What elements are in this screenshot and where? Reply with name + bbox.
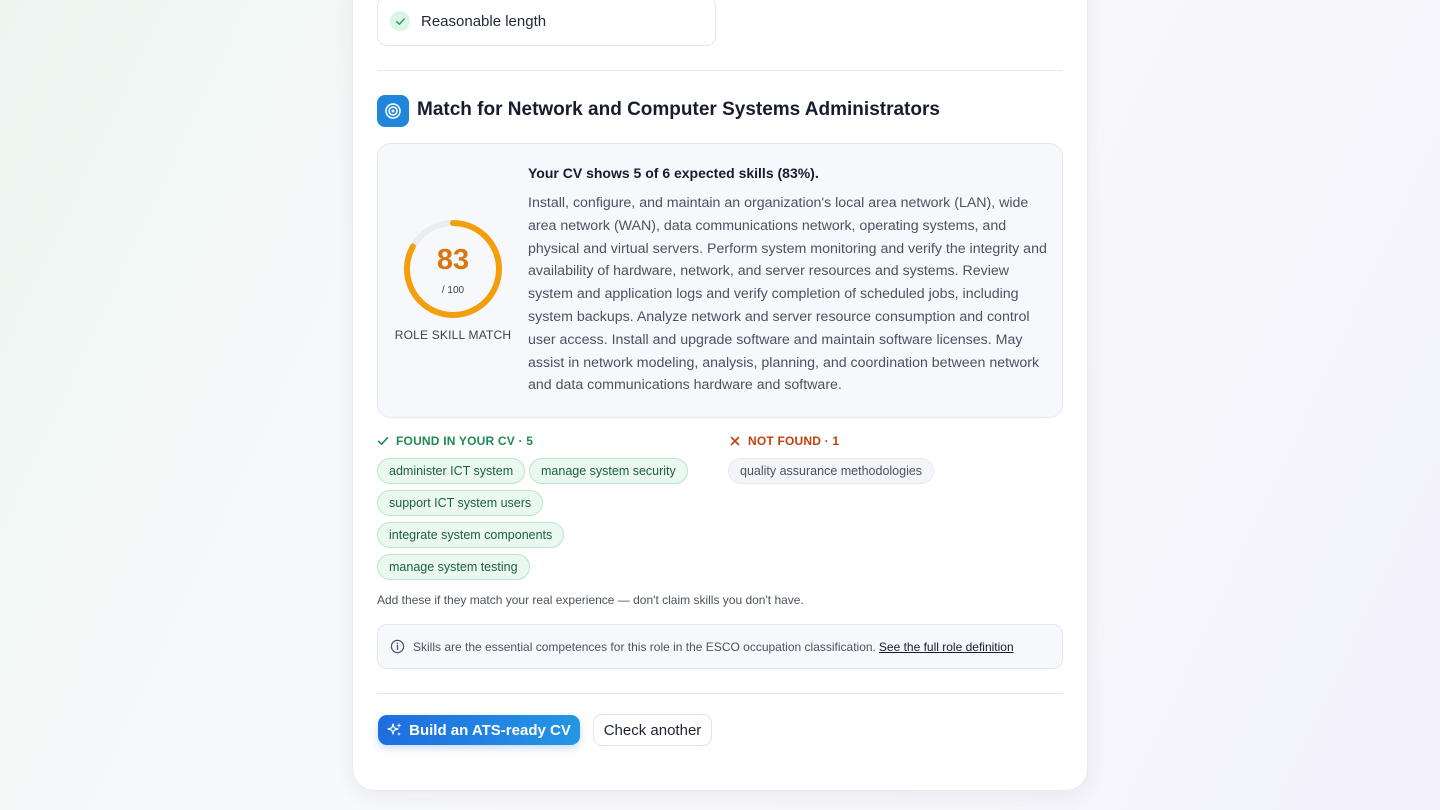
build-cv-label: Build an ATS-ready CV — [409, 721, 571, 739]
skill-chip-found: manage system security — [529, 458, 688, 484]
score-value: 83 — [436, 244, 470, 276]
sparkles-icon — [387, 722, 403, 738]
info-text: Skills are the essential competences for this role in the ESCO occupation classification. — [413, 639, 876, 654]
missing-skills-label: NOT FOUND · 1 — [748, 434, 840, 448]
check-item-label: Reasonable length — [421, 12, 547, 30]
check-icon — [377, 435, 389, 447]
divider — [377, 70, 1063, 71]
check-icon — [390, 11, 410, 31]
match-summary: Your CV shows 5 of 6 expected skills (83%). — [528, 165, 819, 181]
found-skills-header — [377, 434, 533, 448]
build-cv-button[interactable] — [378, 715, 580, 745]
missing-skills-header — [729, 434, 839, 448]
target-icon — [377, 95, 409, 127]
section-title: Match for Network and Computer Systems Administrators — [417, 99, 940, 120]
skill-chip-missing: quality assurance methodologies — [728, 458, 934, 484]
skill-chip-found: manage system testing — [377, 554, 530, 580]
score-max: / 100 — [441, 285, 465, 296]
check-item-reasonable-length — [377, 0, 716, 46]
role-description: Install, configure, and maintain an organization's local area network (LAN), wide area network (WAN), data communications network, operating systems, and physical and virtual servers. Perform system monitoring and verify the integrity and availability of hardware, network, and server resources and systems. Review system and application logs and verify completion of scheduled jobs, including system backups. Analyze network and server resource consumption and control user access. Install and upgrade software and maintain software licenses. May assist in network modeling, analysis, planning, and coordination between network and data communications hardware and software. — [528, 195, 1047, 394]
skills-hint: Add these if they match your real experience — don't claim skills you don't have. — [377, 593, 804, 607]
score-caption: ROLE SKILL MATCH — [394, 328, 512, 342]
skill-chip-found: administer ICT system — [377, 458, 525, 484]
found-skills-label: FOUND IN YOUR CV · 5 — [396, 434, 534, 448]
x-icon — [729, 435, 741, 447]
esco-info-box — [377, 624, 1063, 669]
role-definition-link[interactable]: See the full role definition — [878, 639, 1014, 654]
skill-chip-found: integrate system components — [377, 522, 564, 548]
check-another-button[interactable]: Check another — [593, 714, 712, 746]
info-icon — [390, 639, 405, 654]
skill-chip-found: support ICT system users — [377, 490, 543, 516]
divider — [377, 693, 1063, 694]
